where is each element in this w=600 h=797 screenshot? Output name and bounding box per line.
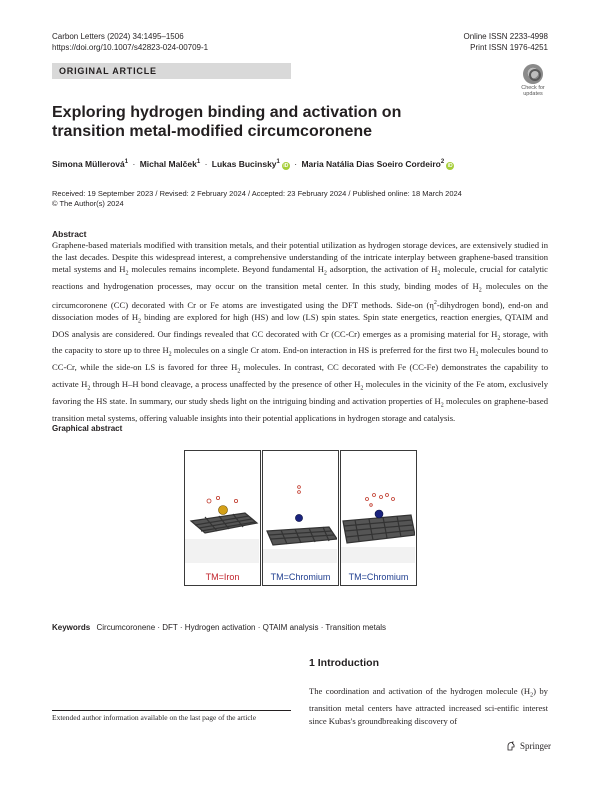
online-issn: Online ISSN 2233-4998	[463, 32, 548, 41]
introduction-text: The coordination and activation of the hydrogen molecule $(H_2)$ by transition metal centers have attracted increased sci-entific interest since Kubas's groundbreaking discovery of	[309, 686, 548, 726]
journal-citation: Carbon Letters (2024) 34:1495–1506	[52, 32, 184, 41]
molecule-illustration	[185, 451, 259, 563]
publisher-name: Springer	[520, 741, 551, 751]
introduction-heading: 1 Introduction	[309, 657, 379, 669]
check-for-updates-icon	[523, 64, 543, 84]
author-affiliation: 1	[196, 159, 201, 165]
orcid-icon[interactable]: iD	[283, 162, 289, 169]
copyright-notice: © The Author(s) 2024	[52, 199, 124, 208]
footnote: Extended author information available on the last page of the article	[52, 713, 257, 722]
author-list: Simona Müllerová$^1$ · Michal Malček$^1$ · Lukas Bucinsky$^1$iD · Maria Natália Dias Soeiro Cordeiro$^2$iD	[52, 158, 453, 169]
keywords-label: Keywords	[52, 623, 91, 632]
author-name[interactable]: Simona Müllerová	[52, 158, 125, 169]
author-affiliation: 1	[124, 159, 129, 165]
springer-horse-icon	[506, 741, 516, 751]
graphical-abstract-panel-iron	[184, 450, 261, 586]
abstract-text: Graphene-based materials modified with transition metals, and their potential utilization as hydrogen storage devices, are extensively studied in the last decades. Despite this widespread interest, a comprehensive understanding of the intricate interplay between graphene-based transition metal systems and $H_2$ molecules remains incomplete. Beyond fundamental $H_2$ adsorption, the activation of $H_2$ molecule, crucial for catalytic reactions and hydrogenation processes, may occur on the transition metal center. In this study, binding modes of $H_2$ molecules on the circumcoronene (CC) decorated with Cr or Fe atoms are investigated using the DFT methods. Side-on ($\eta^2$-dihydrogen bond), end-on and dissociation modes of $H_2$ binding are explored for high (HS) and low (LS) spin states. Spin state energetics, reaction energies, QTAIM and DOS analysis are considered. Our findings revealed that CC decorated with Cr (CC-Cr) emerges as a promising material for $H_2$ storage, with the capacity to store up to three $H_2$ molecules on a single Cr atom. End-on interaction in HS is preferred for the first two $H_2$ molecules bound to CC-Cr, while the side-on LS is favored for three $H_2$ molecules. In contrast, CC decorated with Fe (CC-Fe) demonstrates the capability to activate $H_2$ through H–H bond cleavage, a process unaffected by the presence of other $H_2$ molecules in the vicinity of the Fe atom, exclusively favoring the HS state. In summary, our study sheds light on the intriguing binding and activation properties of $H_2$ molecules on graphene-based transition metal systems, offering valuable insights into their potential applications in hydrogen storage and catalysis.	[52, 240, 549, 423]
print-issn: Print ISSN 1976-4251	[470, 43, 548, 52]
author-name[interactable]: Michal Malček	[139, 158, 197, 169]
panel-label: TM=Chromium	[348, 572, 409, 582]
keywords	[52, 622, 386, 633]
molecule-illustration	[341, 451, 415, 563]
check-for-updates-badge[interactable]	[518, 64, 548, 98]
footnote-divider	[52, 710, 291, 711]
running-header-left	[52, 31, 208, 53]
doi-link[interactable]: https://doi.org/10.1007/s42823-024-00709-1	[52, 43, 209, 52]
graphical-abstract-panel-chromium-2	[340, 450, 417, 586]
molecule-illustration	[263, 451, 337, 563]
graphical-abstract-panel-chromium-1	[262, 450, 339, 586]
author-affiliation: 1	[276, 159, 280, 165]
publisher-logo	[506, 741, 551, 751]
keywords-list: Circumcoronene · DFT · Hydrogen activation · QTAIM analysis · Transition metals	[96, 623, 387, 632]
graphical-abstract-heading: Graphical abstract	[52, 424, 123, 433]
orcid-icon[interactable]: iD	[447, 162, 453, 169]
article-type-banner: ORIGINAL ARTICLE	[52, 63, 291, 79]
author-name[interactable]: Lukas Bucinsky	[211, 158, 277, 169]
panel-label: TM=Chromium	[270, 572, 331, 582]
abstract-heading: Abstract	[52, 229, 87, 239]
check-for-updates-label: Check for updates	[521, 85, 545, 97]
article-title: Exploring hydrogen binding and activation on transition metal-modified circumcoronene	[52, 104, 402, 140]
publication-dates: Received: 19 September 2023 / Revised: 2 February 2024 / Accepted: 23 February 2024 / Published online: 18 March 2024	[52, 189, 462, 198]
author-affiliation: 2	[440, 159, 445, 165]
running-header-right	[464, 31, 549, 53]
author-name[interactable]: Maria Natália Dias Soeiro Cordeiro	[301, 158, 441, 169]
panel-label: TM=Iron	[205, 572, 240, 582]
